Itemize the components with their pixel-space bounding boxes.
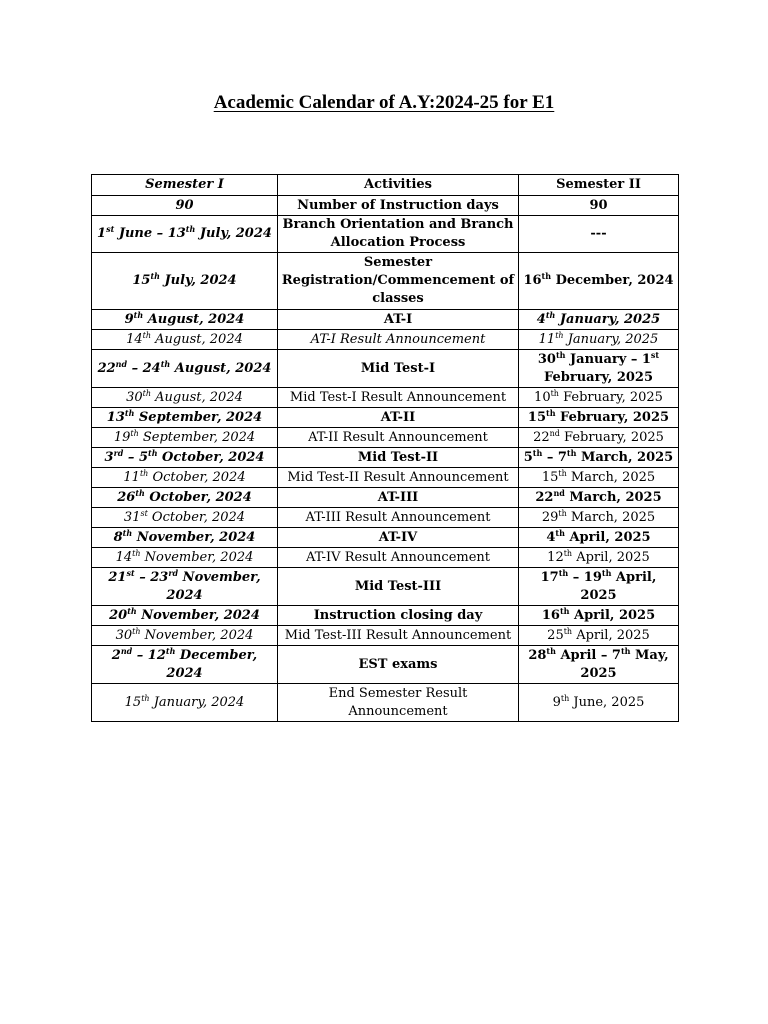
semester-2-date: 9th June, 2025 [519, 684, 679, 722]
header-activities: Activities [278, 175, 519, 196]
activity-name: End Semester Result Announcement [278, 684, 519, 722]
semester-2-date: 15th March, 2025 [519, 468, 679, 488]
page-title [0, 92, 768, 114]
calendar-row [92, 253, 679, 310]
calendar-row [92, 468, 679, 488]
activity-name: Mid Test-II [278, 448, 519, 468]
calendar-row [92, 408, 679, 428]
calendar-row [92, 216, 679, 253]
semester-2-date: 30th January – 1st February, 2025 [519, 350, 679, 388]
semester-2-date: 11th January, 2025 [519, 330, 679, 350]
semester-1-date: 22nd – 24th August, 2024 [92, 350, 278, 388]
header-row [92, 175, 679, 196]
semester-1-date: 31st October, 2024 [92, 508, 278, 528]
semester-2-date: 16th December, 2024 [519, 253, 679, 310]
activity-name: EST exams [278, 646, 519, 684]
calendar-row [92, 606, 679, 626]
activity-name: AT-IV [278, 528, 519, 548]
semester-2-date: 90 [519, 196, 679, 216]
semester-1-date: 15th July, 2024 [92, 253, 278, 310]
semester-2-date: 4th January, 2025 [519, 310, 679, 330]
calendar-row [92, 684, 679, 722]
activity-name: AT-II Result Announcement [278, 428, 519, 448]
semester-2-date: 29th March, 2025 [519, 508, 679, 528]
semester-2-date: 17th – 19th April, 2025 [519, 568, 679, 606]
activity-name: AT-II [278, 408, 519, 428]
semester-1-date: 90 [92, 196, 278, 216]
semester-1-date: 13th September, 2024 [92, 408, 278, 428]
page-title-text: Academic Calendar of A.Y:2024-25 for E1 [213, 92, 555, 113]
activity-name: AT-I Result Announcement [278, 330, 519, 350]
semester-1-date: 11th October, 2024 [92, 468, 278, 488]
semester-1-date: 30th August, 2024 [92, 388, 278, 408]
semester-2-date: 22nd February, 2025 [519, 428, 679, 448]
semester-1-date: 1st June – 13th July, 2024 [92, 216, 278, 253]
calendar-row [92, 646, 679, 684]
activity-name: Mid Test-III [278, 568, 519, 606]
calendar-row [92, 528, 679, 548]
semester-2-date: 12th April, 2025 [519, 548, 679, 568]
activity-name: Semester Registration/Commencement of classes [278, 253, 519, 310]
semester-2-date: --- [519, 216, 679, 253]
semester-2-date: 25th April, 2025 [519, 626, 679, 646]
activity-name: AT-IV Result Announcement [278, 548, 519, 568]
activity-name: AT-I [278, 310, 519, 330]
calendar-row [92, 448, 679, 468]
semester-1-date: 21st – 23rd November, 2024 [92, 568, 278, 606]
semester-1-date: 19th September, 2024 [92, 428, 278, 448]
calendar-row [92, 568, 679, 606]
semester-2-date: 4th April, 2025 [519, 528, 679, 548]
semester-2-date: 5th – 7th March, 2025 [519, 448, 679, 468]
activity-name: Number of Instruction days [278, 196, 519, 216]
activity-name: Mid Test-I [278, 350, 519, 388]
semester-1-date: 9th August, 2024 [92, 310, 278, 330]
calendar-row [92, 330, 679, 350]
calendar-row [92, 488, 679, 508]
calendar-row [92, 428, 679, 448]
semester-1-date: 14th August, 2024 [92, 330, 278, 350]
semester-1-date: 20th November, 2024 [92, 606, 278, 626]
calendar-row [92, 196, 679, 216]
activity-name: Mid Test-II Result Announcement [278, 468, 519, 488]
semester-1-date: 30th November, 2024 [92, 626, 278, 646]
calendar-row [92, 310, 679, 330]
activity-name: Instruction closing day [278, 606, 519, 626]
calendar-row [92, 548, 679, 568]
calendar-row [92, 388, 679, 408]
semester-2-date: 22nd March, 2025 [519, 488, 679, 508]
header-semester-1: Semester I [92, 175, 278, 196]
semester-1-date: 26th October, 2024 [92, 488, 278, 508]
calendar-body [92, 175, 679, 722]
activity-name: AT-III Result Announcement [278, 508, 519, 528]
semester-1-date: 8th November, 2024 [92, 528, 278, 548]
semester-1-date: 15th January, 2024 [92, 684, 278, 722]
calendar-row [92, 626, 679, 646]
activity-name: AT-III [278, 488, 519, 508]
academic-calendar-table [91, 174, 679, 722]
semester-1-date: 3rd – 5th October, 2024 [92, 448, 278, 468]
calendar-row [92, 350, 679, 388]
semester-1-date: 14th November, 2024 [92, 548, 278, 568]
semester-2-date: 15th February, 2025 [519, 408, 679, 428]
semester-2-date: 16th April, 2025 [519, 606, 679, 626]
header-semester-2: Semester II [519, 175, 679, 196]
semester-2-date: 10th February, 2025 [519, 388, 679, 408]
semester-1-date: 2nd – 12th December, 2024 [92, 646, 278, 684]
calendar-row [92, 508, 679, 528]
semester-2-date: 28th April – 7th May, 2025 [519, 646, 679, 684]
activity-name: Mid Test-I Result Announcement [278, 388, 519, 408]
activity-name: Branch Orientation and Branch Allocation Process [278, 216, 519, 253]
activity-name: Mid Test-III Result Announcement [278, 626, 519, 646]
